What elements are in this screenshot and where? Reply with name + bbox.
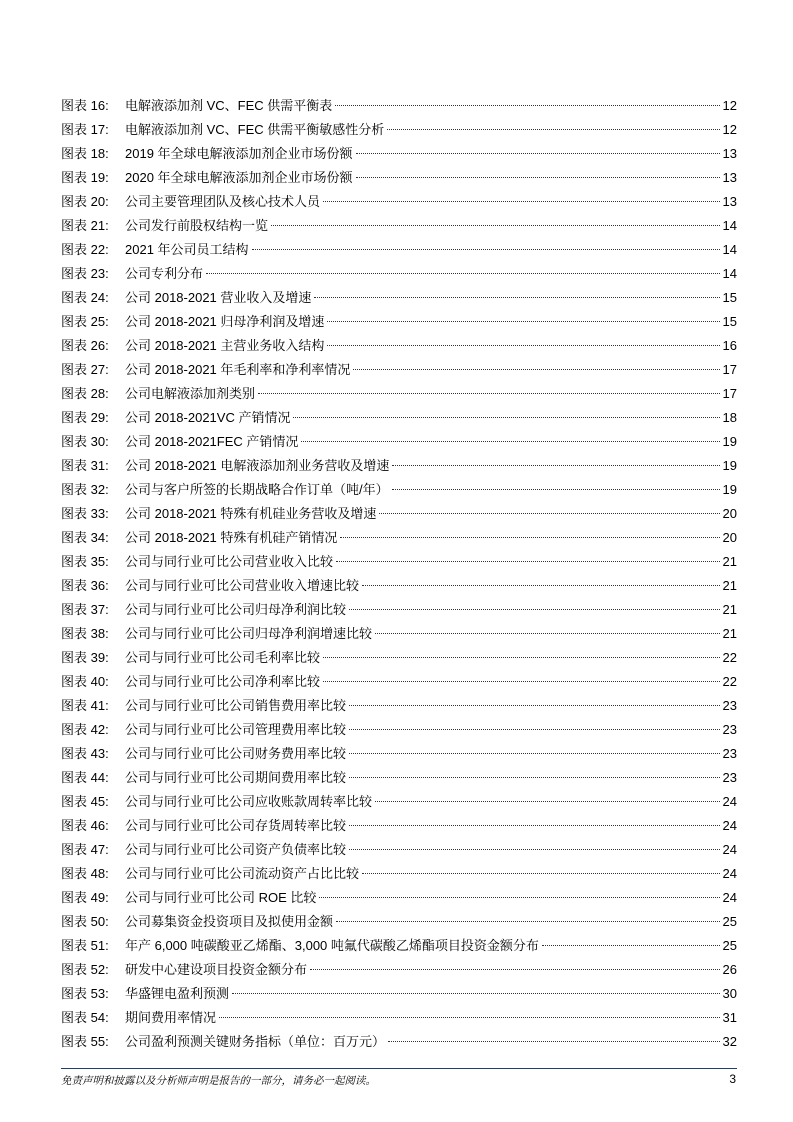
toc-entry-label: 图表 18: (61, 146, 109, 161)
toc-entry-title: 公司与同行业可比公司营业收入增速比较 (125, 578, 360, 593)
toc-entry[interactable] (61, 550, 737, 574)
toc-entry[interactable] (61, 622, 737, 646)
toc-entry-page: 23 (722, 722, 737, 737)
toc-entry-title: 公司 2018-2021FEC 产销情况 (125, 434, 299, 449)
toc-entry-title: 电解液添加剂 VC、FEC 供需平衡敏感性分析 (125, 122, 385, 137)
table-of-figures (61, 94, 737, 1054)
toc-entry-page: 23 (722, 698, 737, 713)
toc-entry-page: 12 (722, 98, 737, 113)
toc-entry-page: 23 (722, 770, 737, 785)
toc-entry-title: 公司电解液添加剂类别 (125, 386, 256, 401)
toc-entry-page: 15 (722, 314, 737, 329)
toc-entry-label: 图表 41: (61, 698, 109, 713)
toc-entry[interactable] (61, 118, 737, 142)
toc-dot-leader (340, 537, 719, 538)
toc-entry-label: 图表 40: (61, 674, 109, 689)
toc-entry-title: 公司与同行业可比公司归母净利润比较 (125, 602, 347, 617)
toc-entry-label: 图表 24: (61, 290, 109, 305)
toc-dot-leader (323, 657, 720, 658)
toc-entry-page: 17 (722, 386, 737, 401)
toc-entry[interactable] (61, 886, 737, 910)
toc-entry-page: 25 (722, 914, 737, 929)
toc-entry[interactable] (61, 646, 737, 670)
toc-entry-page: 20 (722, 506, 737, 521)
toc-entry[interactable] (61, 142, 737, 166)
toc-entry[interactable] (61, 238, 737, 262)
toc-dot-leader (335, 105, 719, 106)
toc-entry[interactable] (61, 94, 737, 118)
toc-entry-label: 图表 52: (61, 962, 109, 977)
toc-dot-leader (387, 129, 719, 130)
toc-entry[interactable] (61, 262, 737, 286)
toc-entry[interactable] (61, 190, 737, 214)
toc-dot-leader (310, 969, 720, 970)
toc-entry-title: 公司 2018-2021 营业收入及增速 (125, 290, 312, 305)
toc-entry-page: 24 (722, 794, 737, 809)
toc-dot-leader (349, 849, 720, 850)
toc-entry-page: 24 (722, 842, 737, 857)
toc-entry-label: 图表 49: (61, 890, 109, 905)
toc-entry-title: 公司与同行业可比公司营业收入比较 (125, 554, 334, 569)
footer-divider (61, 1068, 737, 1069)
toc-entry-title: 公司 2018-2021 主营业务收入结构 (125, 338, 325, 353)
toc-entry-page: 24 (722, 818, 737, 833)
toc-entry-title: 研发中心建设项目投资金额分布 (125, 962, 308, 977)
toc-entry-label: 图表 19: (61, 170, 109, 185)
toc-entry-label: 图表 46: (61, 818, 109, 833)
toc-dot-leader (271, 225, 720, 226)
toc-dot-leader (349, 729, 720, 730)
toc-entry-title: 公司与同行业可比公司资产负债率比较 (125, 842, 347, 857)
toc-entry-label: 图表 20: (61, 194, 109, 209)
toc-dot-leader (353, 369, 719, 370)
toc-entry-page: 19 (722, 482, 737, 497)
toc-entry[interactable] (61, 742, 737, 766)
toc-entry-label: 图表 30: (61, 434, 109, 449)
toc-dot-leader (219, 1017, 720, 1018)
toc-entry[interactable] (61, 214, 737, 238)
toc-entry[interactable] (61, 718, 737, 742)
toc-entry-page: 21 (722, 578, 737, 593)
toc-entry-page: 21 (722, 554, 737, 569)
toc-entry-title: 公司与同行业可比公司应收账款周转率比较 (125, 794, 373, 809)
toc-entry-title: 2020 年全球电解液添加剂企业市场份额 (125, 170, 353, 185)
toc-dot-leader (301, 441, 719, 442)
toc-entry[interactable] (61, 838, 737, 862)
toc-dot-leader (388, 1041, 720, 1042)
toc-entry-label: 图表 35: (61, 554, 109, 569)
toc-entry-title: 公司 2018-2021 年毛利率和净利率情况 (125, 362, 351, 377)
toc-entry-label: 图表 21: (61, 218, 109, 233)
toc-dot-leader (258, 393, 720, 394)
toc-entry-title: 公司发行前股权结构一览 (125, 218, 269, 233)
toc-entry-label: 图表 45: (61, 794, 109, 809)
toc-dot-leader (379, 513, 719, 514)
toc-dot-leader (323, 681, 720, 682)
toc-dot-leader (349, 705, 720, 706)
toc-dot-leader (356, 153, 720, 154)
toc-entry[interactable] (61, 382, 737, 406)
toc-entry-page: 32 (722, 1034, 737, 1049)
toc-entry-label: 图表 31: (61, 458, 109, 473)
toc-entry[interactable] (61, 766, 737, 790)
toc-dot-leader (319, 897, 719, 898)
toc-entry-title: 公司 2018-2021 特殊有机硅业务营收及增速 (125, 506, 377, 521)
toc-entry-label: 图表 17: (61, 122, 109, 137)
toc-dot-leader (349, 777, 720, 778)
toc-entry-page: 13 (722, 194, 737, 209)
toc-dot-leader (362, 585, 720, 586)
toc-entry-page: 22 (722, 674, 737, 689)
toc-dot-leader (336, 921, 720, 922)
toc-entry-page: 21 (722, 602, 737, 617)
toc-entry-page: 24 (722, 866, 737, 881)
toc-entry[interactable] (61, 814, 737, 838)
toc-entry-page: 14 (722, 218, 737, 233)
toc-entry[interactable] (61, 670, 737, 694)
toc-entry[interactable] (61, 286, 737, 310)
toc-dot-leader (232, 993, 720, 994)
toc-entry-label: 图表 47: (61, 842, 109, 857)
toc-dot-leader (314, 297, 719, 298)
toc-entry[interactable] (61, 1030, 737, 1054)
toc-entry-label: 图表 43: (61, 746, 109, 761)
toc-entry[interactable] (61, 502, 737, 526)
toc-entry-title: 公司 2018-2021 归母净利润及增速 (125, 314, 325, 329)
toc-entry-title: 公司与同行业可比公司管理费用率比较 (125, 722, 347, 737)
toc-entry-title: 公司与同行业可比公司 ROE 比较 (125, 890, 317, 905)
toc-entry-page: 20 (722, 530, 737, 545)
toc-entry-title: 公司与同行业可比公司销售费用率比较 (125, 698, 347, 713)
toc-entry-page: 24 (722, 890, 737, 905)
toc-dot-leader (362, 873, 720, 874)
toc-entry-page: 22 (722, 650, 737, 665)
toc-entry-page: 16 (722, 338, 737, 353)
toc-entry-page: 23 (722, 746, 737, 761)
toc-entry-page: 18 (722, 410, 737, 425)
toc-entry-label: 图表 38: (61, 626, 109, 641)
toc-entry-label: 图表 16: (61, 98, 109, 113)
toc-entry-title: 公司与同行业可比公司财务费用率比较 (125, 746, 347, 761)
toc-entry-page: 19 (722, 458, 737, 473)
footer-disclaimer: 免责声明和披露以及分析师声明是报告的一部分，请务必一起阅读。 (61, 1075, 376, 1087)
toc-entry-title: 华盛锂电盈利预测 (125, 986, 230, 1001)
toc-entry-page: 26 (722, 962, 737, 977)
toc-entry-label: 图表 29: (61, 410, 109, 425)
toc-entry-label: 图表 53: (61, 986, 109, 1001)
toc-entry-page: 13 (722, 170, 737, 185)
toc-entry[interactable] (61, 358, 737, 382)
toc-entry-title: 公司 2018-2021 特殊有机硅产销情况 (125, 530, 338, 545)
toc-entry-title: 公司募集资金投资项目及拟使用金额 (125, 914, 334, 929)
toc-entry-title: 年产 6,000 吨碳酸亚乙烯酯、3,000 吨氟代碳酸乙烯酯项目投资金额分布 (125, 938, 539, 953)
toc-dot-leader (542, 945, 720, 946)
toc-entry-label: 图表 48: (61, 866, 109, 881)
toc-entry-title: 公司与同行业可比公司归母净利润增速比较 (125, 626, 373, 641)
toc-entry[interactable] (61, 694, 737, 718)
toc-entry-title: 公司专利分布 (125, 266, 204, 281)
toc-entry-title: 2019 年全球电解液添加剂企业市场份额 (125, 146, 353, 161)
toc-dot-leader (323, 201, 720, 202)
toc-dot-leader (349, 825, 720, 826)
toc-dot-leader (206, 273, 720, 274)
toc-dot-leader (392, 465, 719, 466)
toc-entry-title: 公司与同行业可比公司存货周转率比较 (125, 818, 347, 833)
toc-entry[interactable] (61, 934, 737, 958)
toc-entry-title: 公司 2018-2021VC 产销情况 (125, 410, 291, 425)
toc-dot-leader (392, 489, 720, 490)
toc-entry-label: 图表 42: (61, 722, 109, 737)
toc-entry-title: 公司主要管理团队及核心技术人员 (125, 194, 321, 209)
toc-entry-page: 21 (722, 626, 737, 641)
toc-dot-leader (327, 345, 719, 346)
toc-entry-label: 图表 54: (61, 1010, 109, 1025)
toc-entry[interactable] (61, 406, 737, 430)
toc-dot-leader (349, 609, 720, 610)
toc-entry-label: 图表 27: (61, 362, 109, 377)
toc-entry[interactable] (61, 478, 737, 502)
toc-entry-page: 31 (722, 1010, 737, 1025)
toc-entry-label: 图表 33: (61, 506, 109, 521)
toc-entry-title: 公司与客户所签的长期战略合作订单（吨/年） (125, 482, 389, 497)
toc-entry-page: 14 (722, 266, 737, 281)
toc-entry-label: 图表 23: (61, 266, 109, 281)
toc-entry-label: 图表 34: (61, 530, 109, 545)
toc-entry-title: 公司 2018-2021 电解液添加剂业务营收及增速 (125, 458, 390, 473)
toc-entry[interactable] (61, 1006, 737, 1030)
page-number: 3 (729, 1072, 736, 1086)
toc-entry[interactable] (61, 334, 737, 358)
toc-entry-title: 公司与同行业可比公司期间费用率比较 (125, 770, 347, 785)
toc-entry-label: 图表 28: (61, 386, 109, 401)
toc-entry-title: 公司与同行业可比公司流动资产占比比较 (125, 866, 360, 881)
toc-entry-page: 25 (722, 938, 737, 953)
toc-dot-leader (336, 561, 720, 562)
toc-entry-title: 公司与同行业可比公司净利率比较 (125, 674, 321, 689)
toc-dot-leader (375, 633, 720, 634)
toc-entry[interactable] (61, 982, 737, 1006)
toc-entry-label: 图表 25: (61, 314, 109, 329)
toc-entry[interactable] (61, 526, 737, 550)
toc-entry[interactable] (61, 310, 737, 334)
toc-dot-leader (252, 249, 720, 250)
toc-entry-label: 图表 26: (61, 338, 109, 353)
toc-entry[interactable] (61, 454, 737, 478)
toc-entry[interactable] (61, 574, 737, 598)
toc-entry[interactable] (61, 790, 737, 814)
toc-entry-title: 期间费用率情况 (125, 1010, 217, 1025)
toc-entry-label: 图表 22: (61, 242, 109, 257)
toc-entry-label: 图表 50: (61, 914, 109, 929)
toc-dot-leader (293, 417, 719, 418)
toc-entry-label: 图表 51: (61, 938, 109, 953)
toc-entry-title: 公司与同行业可比公司毛利率比较 (125, 650, 321, 665)
toc-dot-leader (356, 177, 720, 178)
toc-entry-label: 图表 37: (61, 602, 109, 617)
toc-dot-leader (375, 801, 720, 802)
toc-entry[interactable] (61, 862, 737, 886)
toc-entry[interactable] (61, 598, 737, 622)
toc-entry-label: 图表 39: (61, 650, 109, 665)
toc-entry-page: 30 (722, 986, 737, 1001)
toc-entry[interactable] (61, 166, 737, 190)
toc-entry[interactable] (61, 430, 737, 454)
toc-entry-title: 2021 年公司员工结构 (125, 242, 249, 257)
toc-entry-page: 12 (722, 122, 737, 137)
toc-entry-page: 19 (722, 434, 737, 449)
toc-entry[interactable] (61, 910, 737, 934)
toc-entry-page: 14 (722, 242, 737, 257)
toc-entry-label: 图表 44: (61, 770, 109, 785)
toc-entry-label: 图表 55: (61, 1034, 109, 1049)
toc-entry-label: 图表 36: (61, 578, 109, 593)
toc-dot-leader (327, 321, 719, 322)
toc-entry-title: 电解液添加剂 VC、FEC 供需平衡表 (125, 98, 333, 113)
toc-entry-page: 15 (722, 290, 737, 305)
toc-entry-page: 13 (722, 146, 737, 161)
toc-entry[interactable] (61, 958, 737, 982)
toc-entry-title: 公司盈利预测关键财务指标（单位：百万元） (125, 1034, 386, 1049)
toc-entry-page: 17 (722, 362, 737, 377)
toc-dot-leader (349, 753, 720, 754)
toc-entry-label: 图表 32: (61, 482, 109, 497)
